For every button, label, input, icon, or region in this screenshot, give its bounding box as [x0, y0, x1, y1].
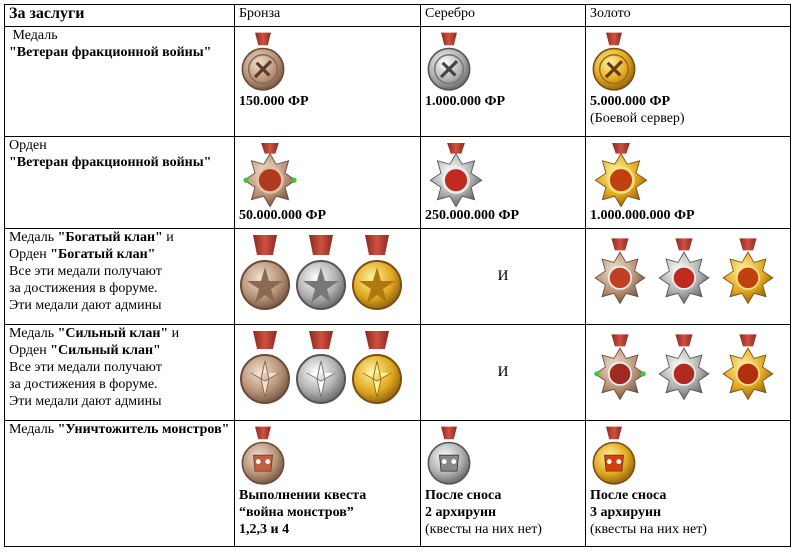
bronze-cell	[235, 325, 421, 421]
label-bold: "Богатый клан"	[50, 247, 156, 262]
gold-condition: После сноса	[590, 488, 667, 503]
bronze-strong-clan-medal-icon	[239, 329, 291, 409]
silver-clan-medal-icon	[295, 233, 347, 315]
gold-clan-order-icon	[718, 233, 778, 309]
bronze-medal-icon	[239, 31, 287, 93]
silver-cell	[421, 137, 586, 229]
bronze-monster-medal-icon	[239, 425, 287, 487]
bronze-clan-order-icon	[590, 233, 650, 309]
label-prefix: Орден	[9, 343, 47, 358]
silver-strong-clan-medal-icon	[295, 329, 347, 409]
bronze-condition: 1,2,3 и 4	[239, 522, 290, 537]
middle-cell	[421, 325, 586, 421]
gold-note: (Боевой сервер)	[590, 111, 685, 126]
header-bronze: Бронза	[235, 5, 421, 27]
gold-condition: 3 архируин	[590, 505, 662, 520]
bronze-cell	[235, 421, 421, 547]
label-bold: "Уничтожитель монстров"	[57, 422, 230, 437]
label-prefix: Медаль	[9, 326, 55, 341]
and-text: И	[497, 268, 509, 284]
row-label	[5, 27, 235, 137]
gold-strong-clan-order-icon	[718, 329, 778, 405]
label-suffix: и	[171, 326, 180, 341]
label-prefix: Медаль	[9, 230, 55, 245]
label-prefix: Орден	[9, 247, 47, 262]
silver-order-icon	[425, 141, 487, 207]
bronze-condition: “война монстров”	[239, 505, 354, 520]
silver-value: 1.000.000 ФР	[425, 94, 506, 109]
silver-cell	[421, 27, 586, 137]
silver-monster-medal-icon	[425, 425, 473, 487]
row-label	[5, 137, 235, 229]
header-silver: Серебро	[421, 5, 586, 27]
bronze-order-icon	[239, 141, 301, 207]
table-row	[5, 325, 791, 421]
silver-value: 250.000.000 ФР	[425, 208, 520, 223]
gold-note: (квесты на них нет)	[590, 522, 707, 537]
label-prefix: Медаль	[9, 422, 55, 437]
silver-note: (квесты на них нет)	[425, 522, 542, 537]
silver-cell	[421, 421, 586, 547]
silver-condition: 2 архируин	[425, 505, 497, 520]
bronze-cell	[235, 137, 421, 229]
table-row	[5, 137, 791, 229]
gold-strong-clan-medal-icon	[351, 329, 403, 409]
description: за достижения в форуме.	[9, 377, 158, 392]
gold-value: 5.000.000 ФР	[590, 94, 671, 109]
label-suffix: и	[166, 230, 174, 245]
header-gold: Золото	[586, 5, 791, 27]
row-label	[5, 229, 235, 325]
label-bold: "Сильный клан"	[57, 326, 169, 341]
bronze-cell	[235, 27, 421, 137]
gold-order-icon	[590, 141, 652, 207]
description: Эти медали дают админы	[9, 298, 162, 313]
bronze-cell	[235, 229, 421, 325]
gold-cell	[586, 229, 791, 325]
bronze-value: 150.000 ФР	[239, 94, 309, 109]
gold-cell	[586, 325, 791, 421]
description: Все эти медали получают	[9, 264, 162, 279]
silver-clan-order-icon	[654, 233, 714, 309]
table-row	[5, 229, 791, 325]
table-row	[5, 27, 791, 137]
gold-cell	[586, 27, 791, 137]
table-row	[5, 421, 791, 547]
label-prefix: Орден	[9, 138, 47, 153]
gold-cell	[586, 421, 791, 547]
label-bold: "Ветеран фракционной войны"	[9, 45, 212, 60]
label-bold: "Ветеран фракционной войны"	[9, 155, 212, 170]
gold-monster-medal-icon	[590, 425, 638, 487]
silver-strong-clan-order-icon	[654, 329, 714, 405]
label-bold: "Сильный клан"	[50, 343, 161, 358]
gold-value: 1.000.000.000 ФР	[590, 208, 695, 223]
middle-cell	[421, 229, 586, 325]
gold-cell	[586, 137, 791, 229]
description: Все эти медали получают	[9, 360, 162, 375]
awards-table	[4, 4, 791, 547]
silver-medal-icon	[425, 31, 473, 93]
row-label	[5, 421, 235, 547]
bronze-strong-clan-order-icon	[590, 329, 650, 405]
row-label	[5, 325, 235, 421]
silver-condition: После сноса	[425, 488, 502, 503]
label-prefix: Медаль	[12, 28, 58, 43]
bronze-condition: Выполнении квеста	[239, 488, 367, 503]
bronze-clan-medal-icon	[239, 233, 291, 315]
gold-clan-medal-icon	[351, 233, 403, 315]
description: за достижения в форуме.	[9, 281, 158, 296]
header-merit: За заслуги	[5, 5, 235, 27]
bronze-value: 50.000.000 ФР	[239, 208, 327, 223]
gold-medal-icon	[590, 31, 638, 93]
label-bold: "Богатый клан"	[57, 230, 163, 245]
and-text: И	[497, 364, 509, 380]
description: Эти медали дают админы	[9, 394, 162, 409]
